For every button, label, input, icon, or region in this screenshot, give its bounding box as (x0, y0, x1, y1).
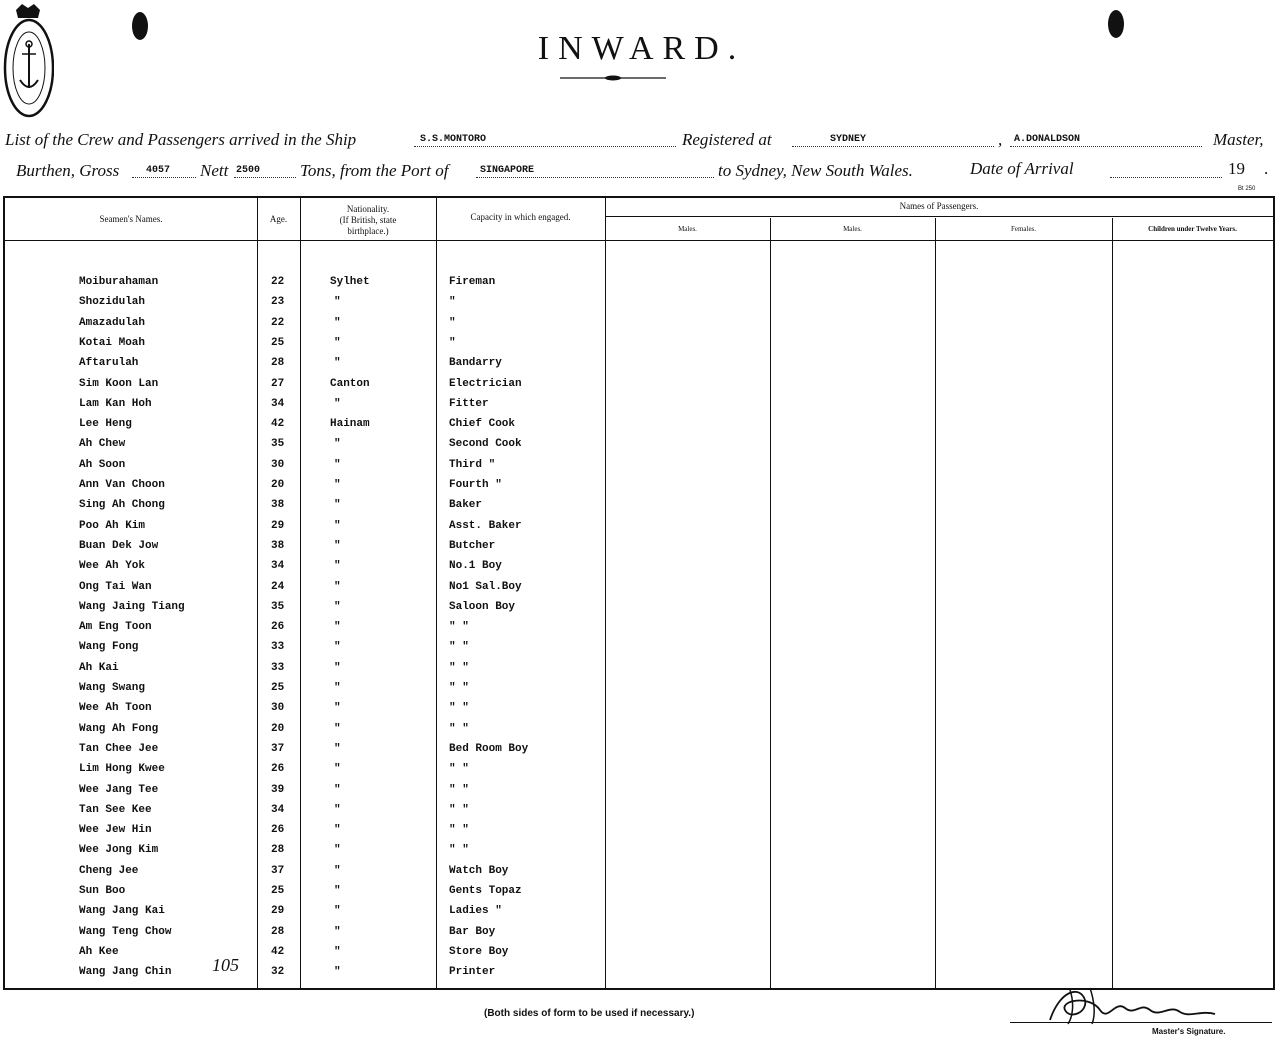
crew-nationality: " (334, 945, 341, 958)
crew-nationality: " (334, 397, 341, 410)
crew-capacity: " " (449, 803, 469, 816)
crew-name: Wee Jong Kim (79, 844, 159, 857)
table-row (5, 378, 605, 398)
header-names: Seamen's Names. (99, 214, 163, 224)
crew-name: Sim Koon Lan (79, 377, 159, 390)
crew-age: 29 (271, 905, 285, 918)
crew-age: 34 (271, 560, 285, 573)
crew-name: Wang Teng Chow (79, 925, 172, 938)
crew-capacity: " (449, 336, 456, 349)
crew-capacity: " " (449, 722, 469, 735)
crew-name: Lee Heng (79, 418, 132, 431)
table-row (5, 581, 605, 601)
crew-age: 35 (271, 600, 285, 613)
port-field-line (476, 177, 714, 178)
crew-nationality: " (334, 925, 341, 938)
registered-at: SYDNEY (830, 134, 867, 145)
crew-name: Wang Jang Kai (79, 905, 165, 918)
ship-field-line (414, 146, 676, 147)
crew-age: 27 (271, 377, 285, 390)
crew-age: 25 (271, 336, 285, 349)
crew-name: Shozidulah (79, 296, 146, 309)
header-nationality (300, 204, 436, 237)
crew-nationality: " (334, 499, 341, 512)
crew-age: 39 (271, 783, 285, 796)
crew-capacity: Watch Boy (449, 864, 509, 877)
crew-age: 24 (271, 580, 285, 593)
table-row (5, 844, 605, 864)
crew-capacity: " " (449, 661, 469, 674)
crew-nationality: " (334, 864, 341, 877)
table-row (5, 520, 605, 540)
crew-capacity: Printer (449, 966, 496, 979)
crew-age: 30 (271, 458, 285, 471)
crew-age: 34 (271, 803, 285, 816)
crew-name: Am Eng Toon (79, 621, 152, 634)
crew-name: Sing Ah Chong (79, 499, 165, 512)
crew-age: 34 (271, 397, 285, 410)
crew-nationality: " (334, 905, 341, 918)
crew-name: Ah Chew (79, 438, 126, 451)
crew-nationality: Hainam (330, 418, 370, 431)
header-males-2: Males. (843, 225, 862, 233)
crew-nationality: " (334, 296, 341, 309)
footer-note: (Both sides of form to be used if necessary.) (484, 1008, 695, 1019)
crew-capacity: Gents Topaz (449, 885, 522, 897)
crew-capacity: " " (449, 621, 469, 634)
table-row (5, 905, 605, 925)
table-row (5, 540, 605, 560)
crew-nationality: " (334, 357, 341, 370)
crew-name: Wang Ah Fong (79, 722, 159, 735)
master-field-line (1010, 146, 1202, 147)
header-children: Children under Twelve Years. (1148, 225, 1237, 233)
table-row (5, 499, 605, 519)
form-title: INWARD. (537, 30, 746, 67)
crew-age: 35 (271, 438, 285, 451)
master-label: Master, (1213, 130, 1264, 149)
crew-age: 23 (271, 296, 285, 309)
crew-nationality: " (334, 682, 341, 694)
crew-name: Kotai Moah (79, 336, 146, 349)
crew-name: Poo Ah Kim (79, 519, 146, 532)
crew-capacity: No.1 Boy (449, 560, 502, 573)
crew-nationality: " (334, 824, 341, 837)
col-divider (1112, 218, 1113, 988)
crew-name: Amazadulah (79, 316, 146, 329)
crew-name: Wee Ah Toon (79, 702, 152, 715)
form-code: Bt 250 (1238, 186, 1256, 192)
crew-capacity: Third " (449, 458, 496, 471)
crew-name: Wang Jaing Tiang (79, 600, 185, 613)
crew-name: Lam Kan Hoh (79, 397, 152, 410)
burthen-label: Burthen, Gross (16, 161, 120, 180)
crew-capacity: Bed Room Boy (449, 742, 529, 755)
nett-tonnage: 2500 (236, 165, 261, 176)
crew-capacity: Electrician (449, 377, 522, 390)
table-row (5, 946, 605, 966)
crew-table (3, 196, 1275, 990)
crew-age: 38 (271, 539, 285, 552)
crew-nationality: " (334, 438, 341, 451)
crew-capacity: Butcher (449, 539, 496, 552)
crew-capacity: Store Boy (449, 945, 509, 958)
nett-label: Nett (200, 161, 229, 180)
crew-age: 26 (271, 763, 285, 776)
table-row (5, 601, 605, 621)
gross-tonnage: 4057 (146, 165, 171, 176)
year-prefix: 19 (1228, 159, 1245, 178)
destination-label: to Sydney, New South Wales. (718, 161, 913, 180)
crew-nationality: " (334, 966, 341, 979)
crew-age: 28 (271, 844, 285, 857)
table-row (5, 966, 605, 986)
crew-nationality: " (334, 844, 341, 857)
crew-nationality: " (334, 885, 341, 897)
registered-field-line (792, 146, 994, 147)
crew-nationality: " (334, 479, 341, 491)
crew-age: 37 (271, 864, 285, 877)
crew-capacity: " " (449, 682, 469, 694)
crew-name: Ah Kee (79, 945, 119, 958)
crew-name: Wang Jang Chin (79, 966, 172, 979)
crew-nationality: " (334, 803, 341, 816)
crew-age: 25 (271, 682, 285, 694)
crew-name: Sun Boo (79, 885, 126, 897)
crew-capacity: Second Cook (449, 438, 522, 451)
year-period: . (1264, 159, 1269, 178)
crew-name: Wee Jang Tee (79, 783, 159, 796)
crew-nationality: " (334, 641, 341, 654)
signature-label: Master's Signature. (1152, 1027, 1226, 1036)
crew-nationality: Sylhet (330, 276, 370, 288)
table-row (5, 865, 605, 885)
crew-capacity: Chief Cook (449, 418, 516, 431)
crew-nationality: " (334, 316, 341, 329)
gross-field-line (132, 177, 196, 178)
crew-name: Ah Soon (79, 458, 126, 471)
table-row (5, 926, 605, 946)
table-row (5, 296, 605, 316)
nett-field-line (234, 177, 296, 178)
crew-name: Ong Tai Wan (79, 580, 152, 593)
table-row (5, 459, 605, 479)
crew-name: Wang Swang (79, 682, 146, 694)
table-row (5, 804, 605, 824)
table-row (5, 702, 605, 722)
crew-capacity: " " (449, 783, 469, 796)
crew-name: Wang Fong (79, 641, 139, 654)
crew-capacity: " " (449, 844, 469, 857)
crew-age: 22 (271, 316, 285, 329)
crew-nationality: " (334, 519, 341, 532)
handwritten-total: 105 (212, 955, 239, 975)
crew-age: 33 (271, 641, 285, 654)
crew-capacity: Saloon Boy (449, 600, 516, 613)
crew-nationality: " (334, 702, 341, 715)
crew-name: Tan Chee Jee (79, 742, 159, 755)
signature-rule (1010, 1022, 1272, 1023)
table-row (5, 276, 605, 296)
arrival-label: Date of Arrival (970, 159, 1074, 178)
table-row (5, 560, 605, 580)
ship-name: S.S.MONTORO (420, 134, 487, 145)
crew-capacity: Bar Boy (449, 925, 496, 938)
master-name: A.DONALDSON (1014, 134, 1081, 145)
port-name: SINGAPORE (480, 165, 535, 176)
header-nationality-line2: (If British, state (339, 215, 397, 225)
crew-name: Wee Jew Hin (79, 824, 152, 837)
crew-capacity: No1 Sal.Boy (449, 580, 522, 593)
table-row (5, 662, 605, 682)
crew-name: Lim Hong Kwee (79, 763, 165, 776)
crew-name: Ann Van Choon (79, 479, 165, 491)
table-row (5, 621, 605, 641)
crew-age: 20 (271, 479, 285, 491)
header-nationality-line3: birthplace.) (347, 226, 389, 236)
table-row (5, 743, 605, 763)
registered-label: Registered at (682, 130, 772, 149)
crew-age: 42 (271, 418, 285, 431)
crew-nationality: " (334, 742, 341, 755)
crew-nationality: " (334, 783, 341, 796)
table-row (5, 317, 605, 337)
title-ornament (560, 74, 666, 82)
crew-nationality: " (334, 600, 341, 613)
crew-capacity: " " (449, 824, 469, 837)
crew-capacity: " (449, 316, 456, 329)
crew-age: 26 (271, 621, 285, 634)
header-bottom-rule (5, 240, 1273, 241)
crew-capacity: Fourth " (449, 479, 502, 491)
crew-name: Moiburahaman (79, 276, 159, 288)
crew-name: Aftarulah (79, 357, 139, 370)
table-row (5, 723, 605, 743)
crew-capacity: Baker (449, 499, 483, 512)
crew-age: 20 (271, 722, 285, 735)
crew-nationality: " (334, 539, 341, 552)
crew-nationality: " (334, 621, 341, 634)
passengers-rule (605, 216, 1273, 217)
crew-name: Tan See Kee (79, 803, 152, 816)
header-nationality-line1: Nationality. (346, 204, 390, 214)
crew-capacity: " (449, 296, 456, 309)
crew-capacity: Bandarry (449, 357, 502, 370)
crew-age: 22 (271, 276, 285, 288)
table-row (5, 784, 605, 804)
crew-age: 28 (271, 925, 285, 938)
crew-capacity: " " (449, 641, 469, 654)
table-row (5, 337, 605, 357)
tons-label: Tons, from the Port of (300, 161, 449, 180)
col-divider (935, 218, 936, 988)
header-passengers: Names of Passengers. (899, 201, 979, 211)
col-divider (605, 198, 606, 988)
master-signature (1030, 980, 1220, 1028)
crew-name: Wee Ah Yok (79, 560, 146, 573)
table-row (5, 885, 605, 905)
crew-age: 32 (271, 966, 285, 979)
crew-age: 30 (271, 702, 285, 715)
arrival-field-line (1110, 177, 1222, 178)
crew-nationality: " (334, 458, 341, 471)
table-row (5, 398, 605, 418)
crew-nationality: " (334, 722, 341, 735)
crew-nationality: " (334, 763, 341, 776)
crew-nationality: " (334, 661, 341, 674)
table-row (5, 824, 605, 844)
crew-capacity: Fireman (449, 276, 496, 288)
header-capacity: Capacity in which engaged. (470, 212, 571, 222)
comma: , (998, 130, 1003, 149)
header-age: Age. (269, 214, 288, 224)
crew-age: 25 (271, 885, 285, 897)
table-row (5, 641, 605, 661)
crew-name: Ah Kai (79, 661, 119, 674)
header-females: Females. (1010, 225, 1037, 233)
table-row (5, 763, 605, 783)
crew-age: 37 (271, 742, 285, 755)
crew-age: 28 (271, 357, 285, 370)
crew-capacity: Ladies " (449, 905, 502, 918)
crew-name: Buan Dek Jow (79, 539, 159, 552)
crew-age: 33 (271, 661, 285, 674)
crew-capacity: " " (449, 763, 469, 776)
crew-age: 42 (271, 945, 285, 958)
crew-nationality: Canton (330, 377, 370, 390)
crew-nationality: " (334, 580, 341, 593)
crew-age: 29 (271, 519, 285, 532)
col-divider (770, 218, 771, 988)
header-males-1: Males. (678, 225, 697, 233)
crew-capacity: Fitter (449, 397, 489, 410)
crew-name: Cheng Jee (79, 864, 139, 877)
crew-capacity: Asst. Baker (449, 519, 522, 532)
table-row (5, 418, 605, 438)
table-row (5, 682, 605, 702)
crew-capacity: " " (449, 702, 469, 715)
crew-age: 38 (271, 499, 285, 512)
line1-prefix: List of the Crew and Passengers arrived in the Ship (5, 130, 357, 149)
table-row (5, 357, 605, 377)
crew-age: 26 (271, 824, 285, 837)
crew-nationality: " (334, 336, 341, 349)
table-row (5, 438, 605, 458)
crew-nationality: " (334, 560, 341, 573)
table-row (5, 479, 605, 499)
